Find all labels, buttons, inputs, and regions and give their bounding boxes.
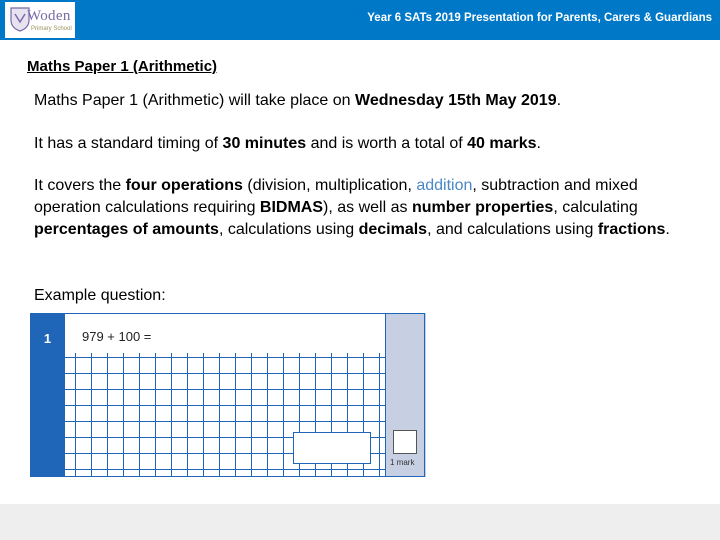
text: , subtraction and mixed operation calculations requiring: [34, 177, 638, 216]
logo-name: Woden: [27, 8, 71, 24]
logo-subtitle: Primary School: [31, 26, 72, 32]
question-border: [30, 313, 425, 477]
text: (division, multiplication,: [242, 177, 417, 194]
question-expression: 979 + 100 =: [82, 329, 152, 344]
keyword: number properties: [411, 199, 554, 216]
text: , calculations using: [218, 221, 359, 238]
text: ), as well as: [323, 199, 412, 216]
header-bar: [0, 0, 720, 40]
keyword-addition: addition: [416, 177, 473, 194]
paragraph-coverage: [34, 175, 704, 241]
keyword: fractions: [597, 221, 666, 238]
mark-label: 1 mark: [390, 458, 415, 467]
slide-title: Maths Paper 1 (Arithmetic): [27, 58, 218, 75]
keyword: decimals: [358, 221, 428, 238]
text: .: [665, 221, 670, 238]
example-label: Example question:: [34, 287, 166, 304]
footer-bar: [0, 504, 720, 540]
text: , calculating: [553, 199, 638, 216]
exam-date: Wednesday 15th May 2019: [355, 92, 557, 109]
paragraph-date: [34, 90, 704, 112]
keyword: four operations: [125, 177, 243, 194]
text: .: [536, 135, 541, 152]
duration: 30 minutes: [222, 135, 307, 152]
presentation-title: Year 6 SATs 2019 Presentation for Parents, Carers & Guardians: [367, 12, 712, 24]
text: .: [556, 92, 562, 109]
text: It covers the: [34, 177, 126, 194]
keyword: percentages of amounts: [34, 221, 219, 238]
text: It has a standard timing of: [34, 135, 223, 152]
text: , and calculations using: [427, 221, 598, 238]
school-logo: [5, 2, 75, 38]
text: and is worth a total of: [306, 135, 468, 152]
keyword: BIDMAS: [259, 199, 324, 216]
total-marks: 40 marks: [467, 135, 537, 152]
question-number: 1: [43, 331, 52, 346]
paragraph-timing: [34, 133, 704, 155]
text: Maths Paper 1 (Arithmetic) will take place on: [34, 92, 356, 109]
